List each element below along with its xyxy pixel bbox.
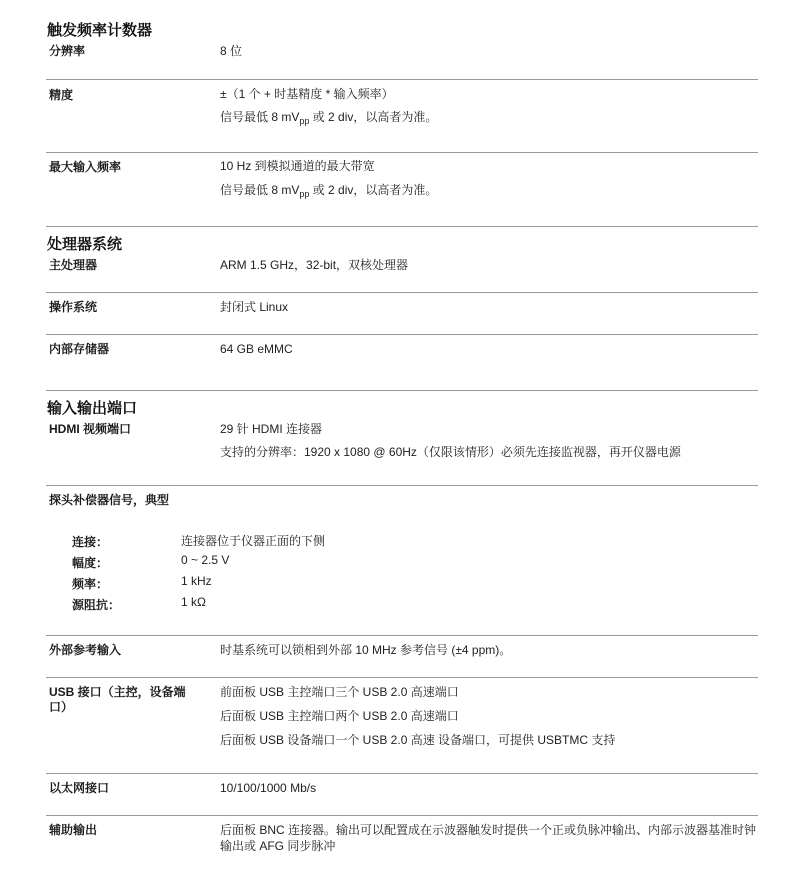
spec-value-hdmi-line1: 29 针 HDMI 连接器 bbox=[220, 422, 323, 436]
usb-label-line1: USB 接口（主控，设备端 bbox=[49, 685, 186, 699]
accuracy-line2-sub: pp bbox=[299, 116, 310, 126]
probe-comp-label-impedance: 源阻抗： bbox=[72, 598, 121, 612]
divider bbox=[46, 815, 758, 816]
spec-label-aux-out: 辅助输出 bbox=[49, 823, 98, 837]
divider bbox=[46, 79, 758, 80]
probe-comp-value-connection: 连接器位于仪器正面的下侧 bbox=[181, 534, 326, 548]
section-title-trigger-counter: 触发频率计数器 bbox=[47, 22, 153, 39]
max-freq-line2-post: 或 2 div，以高者为准。 bbox=[309, 183, 438, 197]
probe-comp-value-frequency: 1 kHz bbox=[181, 574, 212, 588]
spec-value-usb-line1: 前面板 USB 主控端口三个 USB 2.0 高速端口 bbox=[220, 685, 459, 699]
spec-value-max-freq-line2 bbox=[220, 182, 437, 198]
spec-label-probe-comp: 探头补偿器信号，典型 bbox=[49, 493, 170, 507]
spec-label-ext-ref: 外部参考输入 bbox=[49, 643, 122, 657]
max-freq-line2-sub: pp bbox=[299, 189, 310, 199]
spec-value-storage: 64 GB eMMC bbox=[220, 342, 293, 356]
probe-comp-value-impedance: 1 kΩ bbox=[181, 595, 206, 609]
divider bbox=[46, 152, 758, 153]
spec-value-resolution: 8 位 bbox=[220, 44, 243, 58]
usb-label-line2: 口） bbox=[49, 700, 74, 714]
divider bbox=[46, 334, 758, 335]
section-title-io: 输入输出端口 bbox=[47, 400, 138, 417]
spec-label-os: 操作系统 bbox=[49, 300, 98, 314]
divider bbox=[46, 226, 758, 227]
spec-value-usb-line3: 后面板 USB 设备端口一个 USB 2.0 高速 设备端口，可提供 USBTMC 支持 bbox=[220, 733, 616, 747]
accuracy-line2-post: 或 2 div，以高者为准。 bbox=[309, 110, 438, 124]
probe-comp-label-amplitude: 幅度： bbox=[72, 556, 109, 570]
section-title-processor: 处理器系统 bbox=[47, 236, 123, 253]
accuracy-line2-pre: 信号最低 8 mV bbox=[220, 110, 300, 124]
spec-value-aux-out: 后面板 BNC 连接器。输出可以配置成在示波器触发时提供一个正或负脉冲输出、内部示波器基准时钟输出或 AFG 同步脉冲 bbox=[220, 823, 757, 853]
probe-comp-value-amplitude: 0 ~ 2.5 V bbox=[181, 553, 230, 567]
divider bbox=[46, 390, 758, 391]
divider bbox=[46, 677, 758, 678]
spec-label-usb bbox=[49, 685, 186, 715]
spec-value-hdmi-line2: 支持的分辨率：1920 x 1080 @ 60Hz（仅限该情形）必须先连接监视器，再开仪器电源 bbox=[220, 445, 681, 459]
divider bbox=[46, 485, 758, 486]
spec-label-main-processor: 主处理器 bbox=[49, 258, 98, 272]
spec-label-accuracy: 精度 bbox=[49, 88, 74, 102]
spec-value-usb-line2: 后面板 USB 主控端口两个 USB 2.0 高速端口 bbox=[220, 709, 459, 723]
max-freq-line2-pre: 信号最低 8 mV bbox=[220, 183, 300, 197]
spec-value-main-processor: ARM 1.5 GHz，32-bit，双核处理器 bbox=[220, 258, 409, 272]
spec-value-accuracy-line2 bbox=[220, 109, 437, 125]
probe-comp-label-connection: 连接： bbox=[72, 535, 109, 549]
spec-value-accuracy-line1: ±（1 个 + 时基精度 * 输入频率） bbox=[220, 87, 394, 101]
spec-value-ext-ref: 时基系统可以锁相到外部 10 MHz 参考信号 (±4 ppm)。 bbox=[220, 643, 512, 657]
spec-value-max-freq-line1: 10 Hz 到模拟通道的最大带宽 bbox=[220, 159, 375, 173]
probe-comp-label-frequency: 频率： bbox=[72, 577, 109, 591]
divider bbox=[46, 292, 758, 293]
spec-label-resolution: 分辨率 bbox=[49, 44, 86, 58]
divider bbox=[46, 635, 758, 636]
spec-label-ethernet: 以太网接口 bbox=[49, 781, 110, 795]
spec-label-hdmi: HDMI 视频端口 bbox=[49, 422, 131, 436]
spec-value-os: 封闭式 Linux bbox=[220, 300, 289, 314]
spec-label-storage: 内部存储器 bbox=[49, 342, 110, 356]
spec-label-max-freq: 最大输入频率 bbox=[49, 160, 122, 174]
spec-value-ethernet: 10/100/1000 Mb/s bbox=[220, 781, 317, 795]
divider bbox=[46, 773, 758, 774]
